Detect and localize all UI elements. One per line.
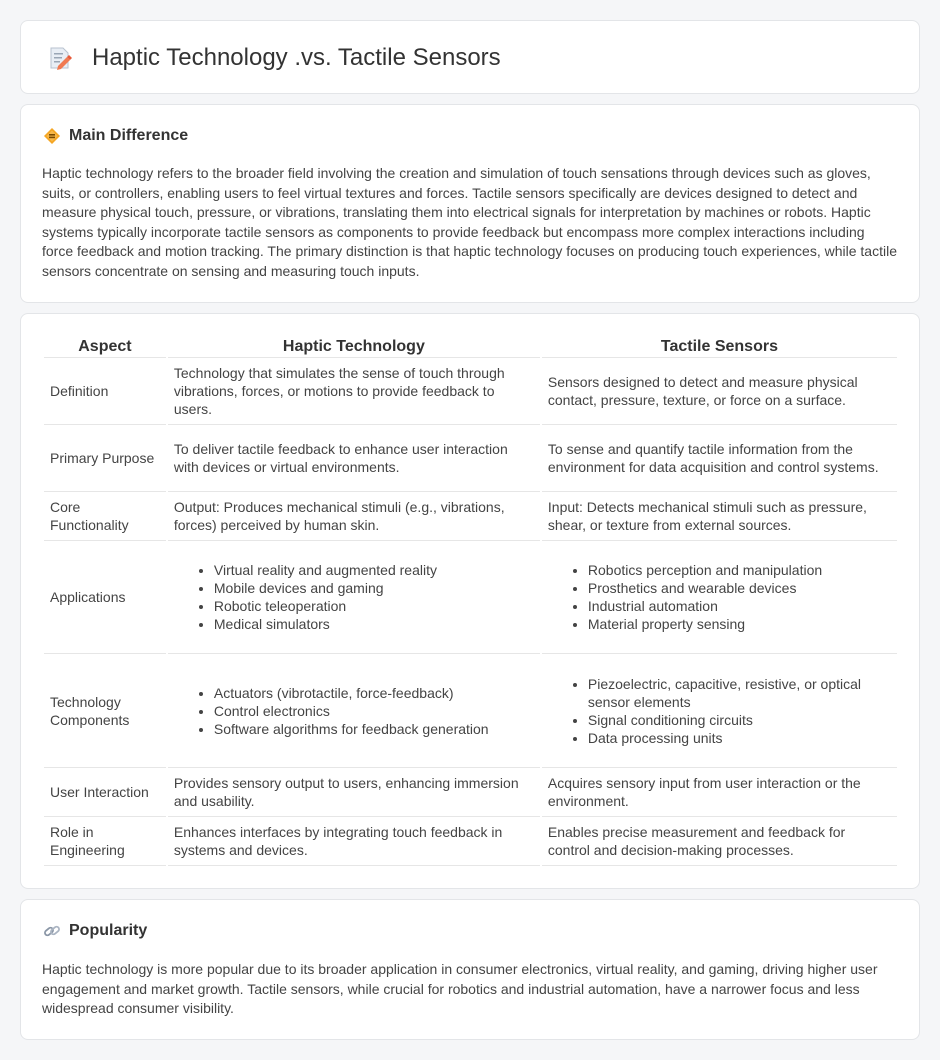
list-item: • Virtual reality and augmented reality xyxy=(214,561,534,579)
tactile-applications-list xyxy=(548,561,891,633)
haptic-cell: Technology that simulates the sense of touch through vibrations, forces, or motions to provide feedback to users. xyxy=(168,358,540,425)
aspect-cell: Definition xyxy=(44,358,166,425)
popularity-title: Popularity xyxy=(69,922,148,939)
list-item: • Software algorithms for feedback generation xyxy=(214,720,534,738)
haptic-cell: Enhances interfaces by integrating touch feedback in systems and devices. xyxy=(168,817,540,866)
popularity-text: Haptic technology is more popular due to its broader application in consumer electronics, virtual reality, and gaming, driving higher user engagement and market growth. Tactile sensors, while crucial for robotics and industrial automation, have a narrower focus and less widespread consumer visibility. xyxy=(42,961,878,1016)
list-item: • Prosthetics and wearable devices xyxy=(588,579,891,597)
page-title: Haptic Technology .vs. Tactile Sensors xyxy=(92,44,501,71)
list-item: • Mobile devices and gaming xyxy=(214,579,534,597)
aspect-cell: Role in Engineering xyxy=(44,817,166,866)
list-item: • Robotics perception and manipulation xyxy=(588,561,891,579)
tactile-cell: Acquires sensory input from user interaction or the environment. xyxy=(542,768,897,817)
list-item: • Piezoelectric, capacitive, resistive, or optical sensor elements xyxy=(588,675,891,711)
list-item: • Data processing units xyxy=(588,729,891,747)
haptic-cell: Provides sensory output to users, enhancing immersion and usability. xyxy=(168,768,540,817)
header-card xyxy=(20,20,920,94)
main-difference-heading xyxy=(43,127,188,145)
comparison-table xyxy=(42,336,899,866)
table-row xyxy=(44,541,897,654)
tactile-cell: Enables precise measurement and feedback for control and decision-making processes. xyxy=(542,817,897,866)
column-header-tactile: Tactile Sensors xyxy=(542,336,897,358)
tactile-cell: Input: Detects mechanical stimuli such as pressure, shear, or texture from external sources. xyxy=(542,492,897,541)
document-pencil-icon xyxy=(47,45,73,71)
table-row xyxy=(44,358,897,425)
haptic-components-list xyxy=(174,684,534,738)
aspect-cell: Primary Purpose xyxy=(44,425,166,492)
table-row xyxy=(44,654,897,768)
list-item: • Industrial automation xyxy=(588,597,891,615)
tactile-cell: Sensors designed to detect and measure physical contact, pressure, texture, or force on a surface. xyxy=(542,358,897,425)
aspect-cell: Applications xyxy=(44,541,166,654)
main-difference-text: Haptic technology refers to the broader field involving the creation and simulation of touch sensations through devices such as gloves, suits, or controllers, enabling users to feel virtual textures and forces. Tactile sensors specifically are devices designed to detect and measure physical touch, pressure, or vibrations, translating them into electrical signals for interpretation by machines or robots. Haptic systems typically incorporate tactile sensors as components to provide feedback but encompass more complex interactions including force feedback and motion tracking. The primary distinction is that haptic technology focuses on producing touch experiences, while tactile sensors concentrate on sensing and measuring touch inputs. xyxy=(42,165,897,279)
popularity-card xyxy=(20,899,920,1040)
haptic-list-cell xyxy=(168,654,540,768)
haptic-applications-list xyxy=(174,561,534,633)
haptic-cell: Output: Produces mechanical stimuli (e.g., vibrations, forces) perceived by human skin. xyxy=(168,492,540,541)
tactile-cell: To sense and quantify tactile information from the environment for data acquisition and control systems. xyxy=(542,425,897,492)
list-item: • Signal conditioning circuits xyxy=(588,711,891,729)
haptic-cell: To deliver tactile feedback to enhance user interaction with devices or virtual environments. xyxy=(168,425,540,492)
table-row xyxy=(44,492,897,541)
tactile-list-cell xyxy=(542,654,897,768)
list-item: • Material property sensing xyxy=(588,615,891,633)
table-row xyxy=(44,768,897,817)
tactile-components-list xyxy=(548,675,891,747)
main-difference-title: Main Difference xyxy=(69,127,189,144)
popularity-heading xyxy=(43,922,147,940)
aspect-cell: Technology Components xyxy=(44,654,166,768)
aspect-cell: User Interaction xyxy=(44,768,166,817)
table-header-row xyxy=(44,336,897,358)
aspect-cell: Core Functionality xyxy=(44,492,166,541)
main-difference-card xyxy=(20,104,920,303)
column-header-haptic: Haptic Technology xyxy=(168,336,540,358)
comparison-card xyxy=(20,313,920,889)
table-row xyxy=(44,425,897,492)
list-item: • Medical simulators xyxy=(214,615,534,633)
list-item: • Control electronics xyxy=(214,702,534,720)
column-header-aspect: Aspect xyxy=(44,336,166,358)
list-item: • Actuators (vibrotactile, force-feedback) xyxy=(214,684,534,702)
haptic-list-cell xyxy=(168,541,540,654)
table-row xyxy=(44,817,897,866)
diamond-sign-icon xyxy=(43,127,61,145)
link-icon xyxy=(43,922,61,940)
tactile-list-cell xyxy=(542,541,897,654)
list-item: • Robotic teleoperation xyxy=(214,597,534,615)
